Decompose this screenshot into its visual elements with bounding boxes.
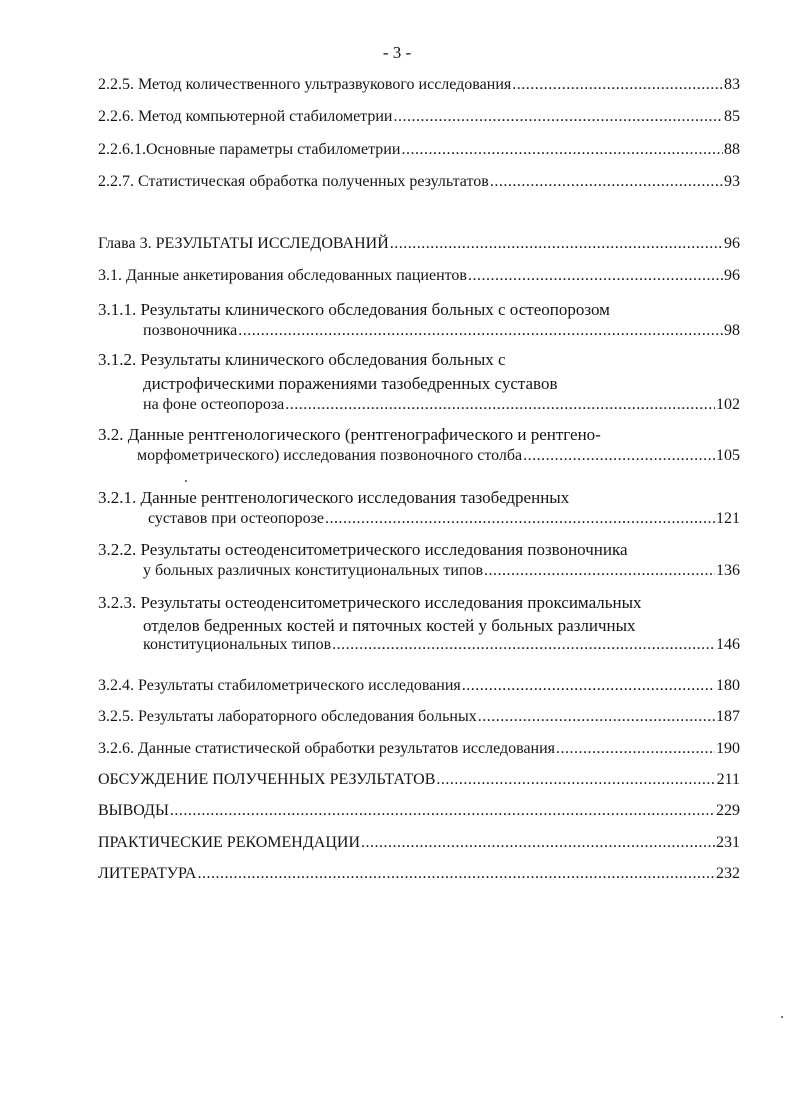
toc-entry bbox=[98, 834, 740, 852]
toc-entry bbox=[148, 510, 740, 528]
toc-entry-page: 83 bbox=[724, 76, 740, 93]
leader-dots bbox=[197, 865, 715, 883]
toc-entry bbox=[98, 677, 740, 695]
leader-dots bbox=[468, 267, 723, 285]
leader-dots bbox=[478, 708, 715, 726]
toc-entry-page: 232 bbox=[716, 865, 740, 882]
toc-entry-page: 231 bbox=[716, 834, 740, 851]
toc-entry-first-line: 3.1.2. Результаты клинического обследования больных с bbox=[98, 350, 506, 369]
toc-entry-first-line: 3.2.1. Данные рентгенологического исследования тазобедренных bbox=[98, 488, 570, 507]
toc-entry bbox=[98, 141, 740, 159]
toc-entry bbox=[98, 76, 740, 94]
leader-dots bbox=[401, 141, 723, 159]
toc-entry-title: 3.2.4. Результаты стабилометрического исследования bbox=[98, 677, 461, 694]
leader-dots bbox=[556, 740, 715, 758]
toc-entry-title: ВЫВОДЫ bbox=[98, 802, 169, 819]
toc-entry-title: 3.2.6. Данные статистической обработки результатов исследования bbox=[98, 740, 556, 757]
toc-entry-page: 98 bbox=[724, 322, 740, 339]
toc-entry bbox=[98, 108, 740, 126]
toc-entry-title: 2.2.7. Статистическая обработка полученных результатов bbox=[98, 173, 489, 190]
leader-dots bbox=[523, 447, 715, 465]
leader-dots bbox=[484, 562, 715, 580]
toc-entry-page: 96 bbox=[724, 267, 740, 284]
toc-entry-page: 136 bbox=[716, 562, 740, 579]
toc-entry-first-line: 3.2. Данные рентгенологического (рентгенографического и рентгено- bbox=[98, 425, 601, 444]
leader-dots bbox=[325, 510, 715, 528]
toc-entry-title: морфометрического) исследования позвоночного столба bbox=[137, 447, 523, 464]
toc-entry-title: 2.2.6. Метод компьютерной стабилометрии bbox=[98, 108, 393, 125]
leader-dots bbox=[512, 76, 723, 94]
toc-entry-page: 187 bbox=[716, 708, 740, 725]
toc-entry bbox=[98, 267, 740, 285]
toc-entry-title: суставов при остеопорозе bbox=[148, 510, 324, 527]
toc-entry-title: 3.1. Данные анкетирования обследованных пациентов bbox=[98, 267, 467, 284]
toc-entry-page: 88 bbox=[724, 141, 740, 158]
toc-entry-title: конституциональных типов bbox=[143, 636, 332, 653]
toc-entry bbox=[137, 447, 740, 465]
toc-entry-title: ЛИТЕРАТУРА bbox=[98, 865, 197, 882]
toc-entry-title: у больных различных конституциональных типов bbox=[143, 562, 484, 579]
toc-entry-title: Глава 3. РЕЗУЛЬТАТЫ ИССЛЕДОВАНИЙ bbox=[98, 235, 389, 252]
toc-entry bbox=[98, 865, 740, 883]
leader-dots bbox=[436, 771, 715, 789]
toc-entry-title: на фоне остеопороза bbox=[143, 396, 285, 413]
toc-entry-first-line: 3.1.1. Результаты клинического обследования больных с остеопорозом bbox=[98, 300, 610, 319]
toc-entry-first-line: 3.2.3. Результаты остеоденситометрического исследования проксимальных bbox=[98, 593, 642, 612]
toc-entry-page: 190 bbox=[716, 740, 740, 757]
toc-entry bbox=[98, 235, 740, 253]
toc-entry-title: 2.2.6.1.Основные параметры стабилометрии bbox=[98, 141, 401, 158]
toc-entry-page: 180 bbox=[716, 677, 740, 694]
toc-entry bbox=[143, 322, 740, 340]
toc-entry bbox=[98, 740, 740, 758]
toc-entry bbox=[98, 173, 740, 191]
page-number: - 3 - bbox=[382, 43, 412, 62]
toc-entry-title: позвоночника bbox=[143, 322, 238, 339]
toc-entry-title: ОБСУЖДЕНИЕ ПОЛУЧЕННЫХ РЕЗУЛЬТАТОВ bbox=[98, 771, 436, 788]
toc-entry-title: 2.2.5. Метод количественного ультразвукового исследования bbox=[98, 76, 512, 93]
scan-speck bbox=[185, 480, 187, 482]
toc-entry-page: 85 bbox=[724, 108, 740, 125]
toc-entry-page: 93 bbox=[724, 173, 740, 190]
toc-entry-continuation: дистрофическими поражениями тазобедренных суставов bbox=[143, 374, 558, 393]
toc-entry bbox=[143, 562, 740, 580]
leader-dots bbox=[170, 802, 715, 820]
toc-entry bbox=[143, 636, 740, 654]
leader-dots bbox=[238, 322, 723, 340]
scan-speck bbox=[781, 1016, 783, 1018]
leader-dots bbox=[462, 677, 715, 695]
toc-entry bbox=[98, 802, 740, 820]
toc-entry-continuation: отделов бедренных костей и пяточных костей у больных различных bbox=[143, 616, 636, 635]
toc-entry-page: 146 bbox=[716, 636, 740, 653]
toc-entry-page: 96 bbox=[724, 235, 740, 252]
toc-entry-page: 121 bbox=[716, 510, 740, 527]
toc-entry-page: 105 bbox=[716, 447, 740, 464]
toc-entry-title: ПРАКТИЧЕСКИЕ РЕКОМЕНДАЦИИ bbox=[98, 834, 360, 851]
leader-dots bbox=[390, 235, 723, 253]
leader-dots bbox=[361, 834, 715, 852]
toc-entry-title: 3.2.5. Результаты лабораторного обследования больных bbox=[98, 708, 477, 725]
toc-entry bbox=[98, 708, 740, 726]
toc-entry bbox=[143, 396, 740, 414]
toc-entry bbox=[98, 771, 740, 789]
leader-dots bbox=[332, 636, 715, 654]
leader-dots bbox=[285, 396, 715, 414]
toc-entry-page: 211 bbox=[716, 771, 740, 788]
leader-dots bbox=[490, 173, 723, 191]
toc-entry-first-line: 3.2.2. Результаты остеоденситометрического исследования позвоночника bbox=[98, 540, 628, 559]
toc-entry-page: 102 bbox=[716, 396, 740, 413]
leader-dots bbox=[394, 108, 724, 126]
toc-entry-page: 229 bbox=[716, 802, 740, 819]
